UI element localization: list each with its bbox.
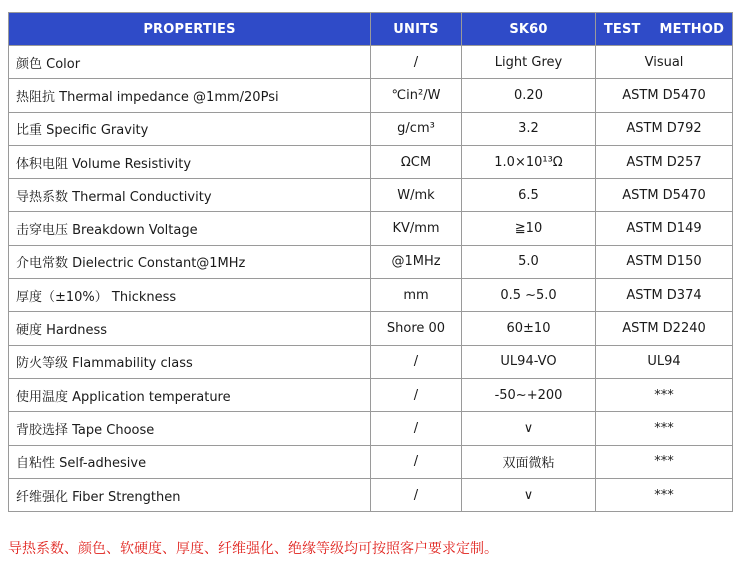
value-cell: 0.20 xyxy=(462,79,596,112)
unit-cell: / xyxy=(371,445,462,478)
property-cell: 使用温度 Application temperature xyxy=(9,378,371,411)
property-cell: 纤维强化 Fiber Strengthen xyxy=(9,478,371,511)
unit-cell: / xyxy=(371,46,462,79)
method-cell: UL94 xyxy=(596,345,733,378)
unit-cell: W/mk xyxy=(371,179,462,212)
property-cell: 颜色 Color xyxy=(9,46,371,79)
method-cell: ASTM D374 xyxy=(596,279,733,312)
value-cell: ≧10 xyxy=(462,212,596,245)
method-cell: ASTM D149 xyxy=(596,212,733,245)
property-cell: 体积电阻 Volume Resistivity xyxy=(9,145,371,178)
method-cell: ASTM D5470 xyxy=(596,179,733,212)
table-row xyxy=(9,112,733,145)
header-properties: PROPERTIES xyxy=(9,13,371,46)
table-row xyxy=(9,179,733,212)
header-units: UNITS xyxy=(371,13,462,46)
property-cell: 防火等级 Flammability class xyxy=(9,345,371,378)
unit-cell: ΩCM xyxy=(371,145,462,178)
value-cell: -50~+200 xyxy=(462,378,596,411)
unit-cell: mm xyxy=(371,279,462,312)
table-row xyxy=(9,212,733,245)
properties-table xyxy=(8,12,733,512)
customization-note: 导热系数、颜色、软硬度、厚度、纤维强化、绝缘等级均可按照客户要求定制。 xyxy=(8,541,498,557)
table-row xyxy=(9,478,733,511)
value-cell: 1.0×10¹³Ω xyxy=(462,145,596,178)
property-cell: 热阻抗 Thermal impedance @1mm/20Psi xyxy=(9,79,371,112)
table-row xyxy=(9,46,733,79)
method-cell: *** xyxy=(596,412,733,445)
property-cell: 比重 Specific Gravity xyxy=(9,112,371,145)
method-cell: ASTM D5470 xyxy=(596,79,733,112)
property-cell: 介电常数 Dielectric Constant@1MHz xyxy=(9,245,371,278)
method-cell: ASTM D2240 xyxy=(596,312,733,345)
table-row xyxy=(9,345,733,378)
unit-cell: / xyxy=(371,378,462,411)
method-cell: ASTM D150 xyxy=(596,245,733,278)
value-cell: 0.5 ~5.0 xyxy=(462,279,596,312)
table-row xyxy=(9,412,733,445)
unit-cell: Shore 00 xyxy=(371,312,462,345)
property-cell: 自粘性 Self-adhesive xyxy=(9,445,371,478)
method-cell: ASTM D257 xyxy=(596,145,733,178)
table-row xyxy=(9,245,733,278)
property-cell: 硬度 Hardness xyxy=(9,312,371,345)
value-cell: 6.5 xyxy=(462,179,596,212)
value-cell: 60±10 xyxy=(462,312,596,345)
value-cell: 3.2 xyxy=(462,112,596,145)
method-cell: Visual xyxy=(596,46,733,79)
method-cell: *** xyxy=(596,378,733,411)
unit-cell: / xyxy=(371,345,462,378)
unit-cell: g/cm³ xyxy=(371,112,462,145)
unit-cell: / xyxy=(371,478,462,511)
unit-cell: ℃in²/W xyxy=(371,79,462,112)
table-row xyxy=(9,445,733,478)
header-test-method: TEST METHOD xyxy=(596,13,733,46)
unit-cell: / xyxy=(371,412,462,445)
property-cell: 背胶选择 Tape Choose xyxy=(9,412,371,445)
table-row xyxy=(9,312,733,345)
table-row xyxy=(9,145,733,178)
table-row xyxy=(9,79,733,112)
property-cell: 导热系数 Thermal Conductivity xyxy=(9,179,371,212)
unit-cell: @1MHz xyxy=(371,245,462,278)
value-cell: 双面微粘 xyxy=(462,445,596,478)
method-cell: ASTM D792 xyxy=(596,112,733,145)
method-cell: *** xyxy=(596,445,733,478)
property-cell: 厚度（±10%） Thickness xyxy=(9,279,371,312)
value-cell: UL94-VO xyxy=(462,345,596,378)
property-cell: 击穿电压 Breakdown Voltage xyxy=(9,212,371,245)
table-header-row xyxy=(9,13,733,46)
method-cell: *** xyxy=(596,478,733,511)
value-cell: 5.0 xyxy=(462,245,596,278)
value-cell: ∨ xyxy=(462,478,596,511)
value-cell: Light Grey xyxy=(462,46,596,79)
table-row xyxy=(9,378,733,411)
table-row xyxy=(9,279,733,312)
value-cell: ∨ xyxy=(462,412,596,445)
header-sk60: SK60 xyxy=(462,13,596,46)
unit-cell: KV/mm xyxy=(371,212,462,245)
